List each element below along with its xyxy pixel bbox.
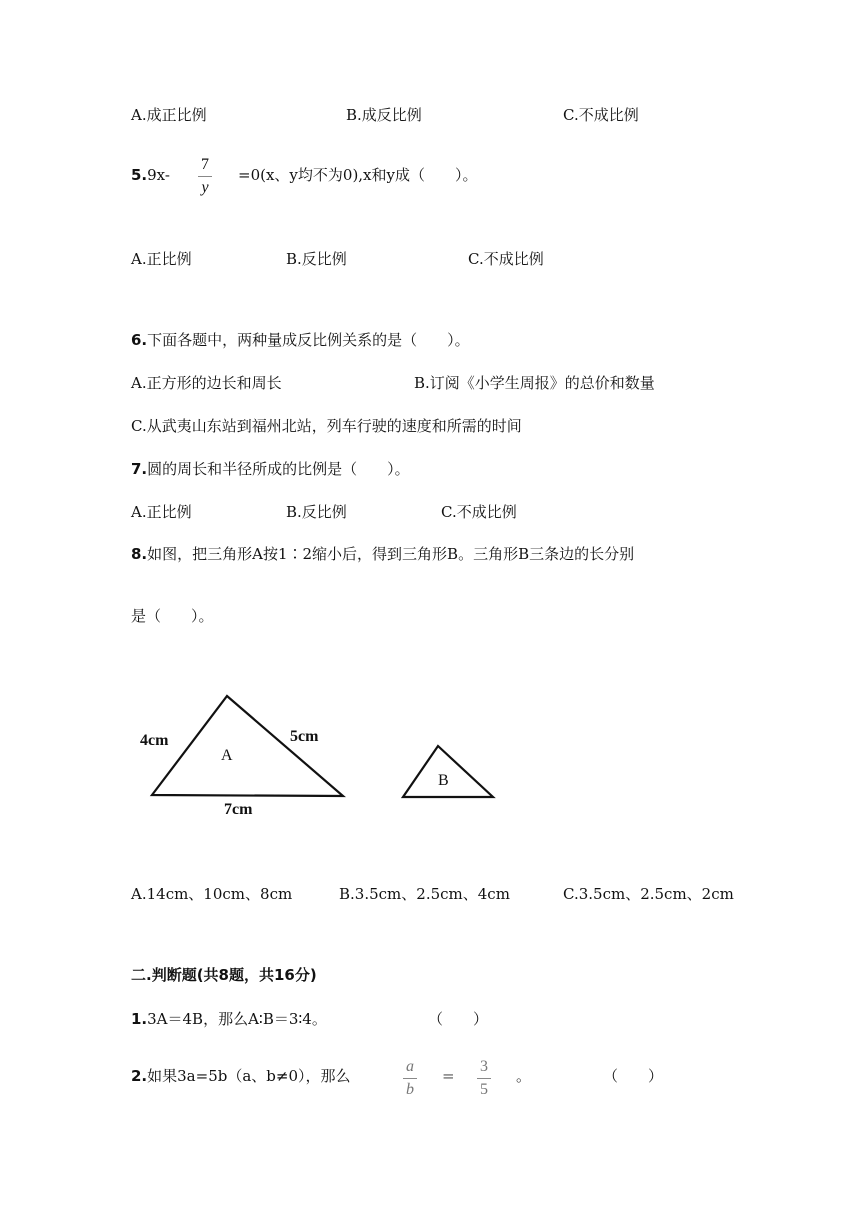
section-title bbox=[131, 965, 317, 985]
q5-expression-tail: =0(x、y均不为0),x和y成（ ）。 bbox=[238, 166, 478, 184]
j2-answer-paren[interactable]: （ ） bbox=[603, 1067, 664, 1085]
q7-text: 圆的周长和半径所成的比例是（ ）。 bbox=[147, 460, 410, 478]
q4-option-c: C.不成比例 bbox=[563, 106, 639, 124]
j1-text: 3A＝4B，那么A∶B＝3∶4。 bbox=[147, 1010, 327, 1028]
q4-option-b: B.成反比例 bbox=[346, 106, 422, 124]
section-title-text: 二.判断题(共8题，共16分) bbox=[131, 966, 317, 984]
triangle-a-label: A bbox=[221, 747, 233, 764]
fraction-bar bbox=[403, 1078, 417, 1079]
j2-fraction-3-over-5 bbox=[477, 1058, 491, 1099]
question-number: 8. bbox=[131, 545, 148, 563]
q7-option-b: B.反比例 bbox=[286, 503, 347, 521]
triangle-b-label: B bbox=[438, 772, 449, 789]
q8-stem-line2: 是（ ）。 bbox=[131, 607, 214, 625]
question-number: 5. bbox=[131, 166, 148, 184]
q5-option-c: C.不成比例 bbox=[468, 250, 544, 268]
fraction-numerator: a bbox=[406, 1058, 414, 1075]
q5-option-a: A.正比例 bbox=[131, 250, 192, 268]
j2-text: 如果3a=5b（a、b≠0），那么 bbox=[147, 1067, 351, 1085]
question-number: 6. bbox=[131, 331, 148, 349]
q6-option-b: B.订阅《小学生周报》的总价和数量 bbox=[414, 374, 655, 392]
fraction-numerator: 7 bbox=[201, 156, 209, 173]
q8-text: 如图，把三角形A按1∶2缩小后，得到三角形B。三角形B三条边的长分别 bbox=[147, 545, 635, 563]
triangle-a-right-side-label: 5cm bbox=[290, 728, 319, 745]
triangle-a-left-side-label: 4cm bbox=[140, 732, 169, 749]
q7-option-c: C.不成比例 bbox=[441, 503, 517, 521]
j2-equals: = bbox=[442, 1067, 455, 1085]
fraction-numerator: 3 bbox=[480, 1058, 488, 1075]
q8-option-a: A.14cm、10cm、8cm bbox=[131, 885, 293, 903]
triangle-a-bottom-side-label: 7cm bbox=[224, 801, 253, 818]
question-number: 1. bbox=[131, 1010, 148, 1028]
q4-option-a: A.成正比例 bbox=[131, 106, 207, 124]
question-number: 7. bbox=[131, 460, 148, 478]
q7-option-a: A.正比例 bbox=[131, 503, 192, 521]
fraction-denominator: b bbox=[406, 1081, 414, 1098]
q8-option-c: C.3.5cm、2.5cm、2cm bbox=[563, 885, 734, 903]
fraction-bar bbox=[477, 1078, 491, 1079]
j1-answer-paren[interactable]: （ ） bbox=[428, 1010, 489, 1028]
triangle-a bbox=[152, 696, 343, 796]
fraction-denominator: 5 bbox=[480, 1081, 488, 1098]
q5-expression-lead: 9x- bbox=[147, 166, 170, 184]
q6-option-c: C.从武夷山东站到福州北站，列车行驶的速度和所需的时间 bbox=[131, 417, 522, 435]
j2-end-mark: 。 bbox=[516, 1067, 532, 1085]
q8-option-b: B.3.5cm、2.5cm、4cm bbox=[339, 885, 510, 903]
j2-stem bbox=[131, 1066, 351, 1086]
question-number: 2. bbox=[131, 1067, 148, 1085]
j2-fraction-a-over-b bbox=[403, 1058, 417, 1099]
j1-stem bbox=[131, 1009, 327, 1029]
fraction-denominator: y bbox=[201, 179, 209, 196]
q6-text: 下面各题中，两种量成反比例关系的是（ ）。 bbox=[147, 331, 470, 349]
q5-option-b: B.反比例 bbox=[286, 250, 347, 268]
q6-option-a: A.正方形的边长和周长 bbox=[131, 374, 282, 392]
